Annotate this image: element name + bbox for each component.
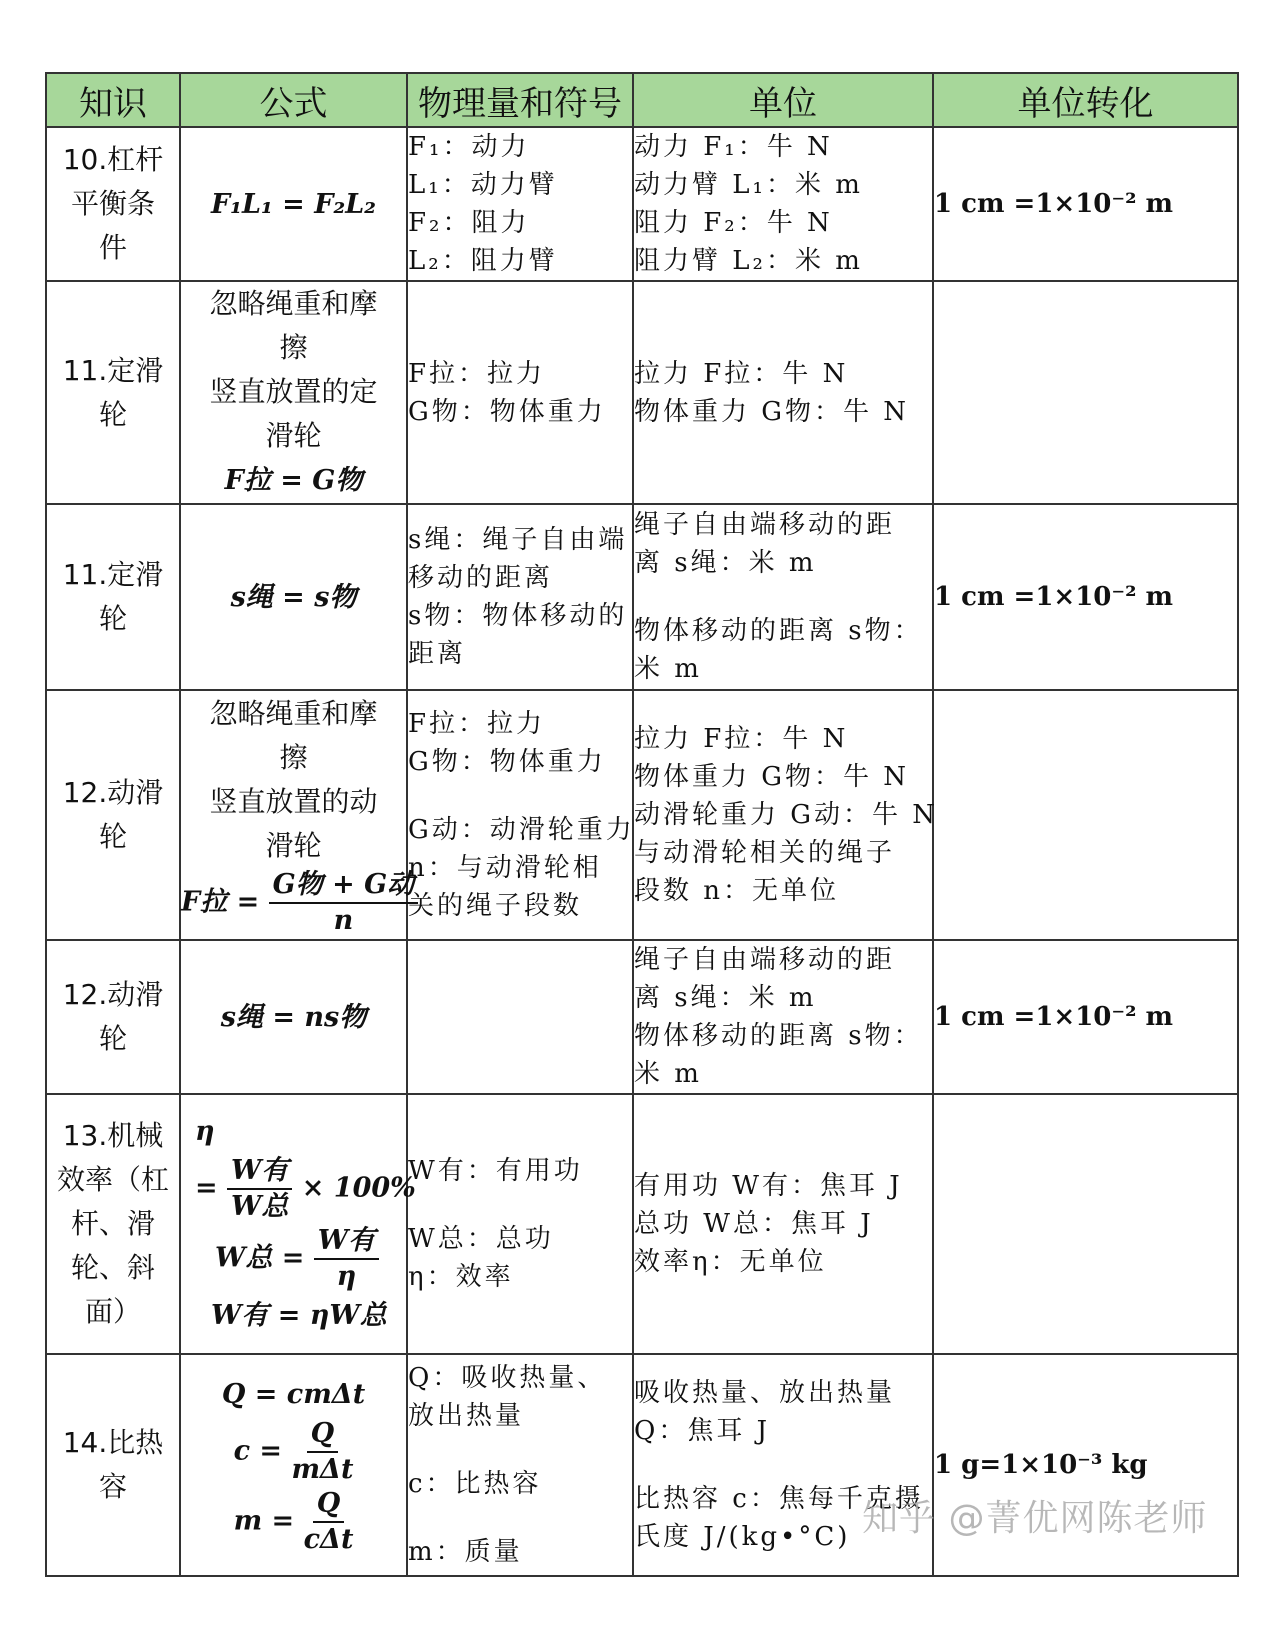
quantity-line: n：与动滑轮相 <box>408 853 602 883</box>
units-cell <box>633 1354 933 1576</box>
quantities-cell <box>407 1354 633 1576</box>
formula-cell <box>180 940 407 1094</box>
units-cell <box>633 1094 933 1354</box>
knowledge-line: 11.定滑 <box>62 353 164 387</box>
table-row <box>46 940 1238 1094</box>
formula-note: 擦 <box>279 741 308 774</box>
quantities-cell <box>407 690 633 940</box>
fraction-denominator: cΔt <box>303 1524 354 1555</box>
conversion-cell: 1 cm =1×10⁻² m <box>933 940 1238 1094</box>
units-cell <box>633 690 939 940</box>
formula-fraction <box>291 1417 353 1487</box>
knowledge-line: 轮 <box>98 602 127 635</box>
physics-formula-table <box>45 72 1239 1577</box>
fraction-numerator: Q <box>313 1487 345 1523</box>
quantity-line: W有：有用功 <box>408 1156 583 1186</box>
unit-line: 吸收热量、放出热量 <box>634 1378 896 1408</box>
unit-line: 阻力臂 L₂：米 m <box>634 246 863 276</box>
knowledge-line: 12.动滑 <box>62 978 164 1011</box>
formula-left: W总 = <box>215 1242 305 1274</box>
unit-line: 段数 n：无单位 <box>634 876 840 906</box>
formula-equation <box>195 1154 416 1224</box>
quantity-line: W总：总功 <box>408 1224 554 1254</box>
formula-fraction <box>227 1154 292 1224</box>
unit-line <box>634 1450 932 1480</box>
units-cell <box>633 940 933 1094</box>
fraction-denominator: n <box>333 905 354 936</box>
quantity-line: F₁：动力 <box>408 132 530 162</box>
quantities-cell <box>407 127 633 281</box>
knowledge-cell <box>46 1354 180 1576</box>
conversion-cell <box>933 281 1238 504</box>
quantity-line: G物：物体重力 <box>408 396 606 427</box>
conversion-cell: 1 cm =1×10⁻² m <box>933 504 1238 690</box>
knowledge-line: 面） <box>84 1295 141 1328</box>
fraction-numerator: W有 <box>227 1154 292 1190</box>
header-row <box>46 73 1238 127</box>
knowledge-line: 轮 <box>98 820 127 853</box>
quantity-line: Q：吸收热量、 <box>408 1363 607 1393</box>
quantity-line: 关的绳子段数 <box>408 891 583 921</box>
formula-equation <box>195 1224 406 1294</box>
unit-line: 拉力 F拉：牛 N <box>634 724 849 754</box>
table-row <box>46 281 1238 504</box>
quantity-line: s物：物体移动的 <box>408 601 628 631</box>
formula-equation: F₁L₁ = F₂L₂ <box>210 188 377 220</box>
quantities-cell <box>407 281 633 504</box>
conversion-cell <box>933 690 1238 940</box>
header-conversion: 单位转化 <box>933 73 1238 127</box>
knowledge-cell <box>46 1094 180 1354</box>
knowledge-cell <box>46 504 180 690</box>
unit-line: 动滑轮重力 G动：牛 N <box>634 800 939 830</box>
unit-line: 比热容 c：焦每千克摄 <box>634 1484 924 1514</box>
fraction-numerator: Q <box>307 1417 339 1453</box>
units-cell <box>633 281 933 504</box>
knowledge-cell <box>46 690 180 940</box>
quantity-line: L₂：阻力臂 <box>408 246 558 276</box>
formula-left: F拉 = <box>181 886 260 918</box>
formula-equation: W有 = ηW总 <box>211 1300 387 1331</box>
quantity-line: F拉：拉力 <box>408 358 546 389</box>
formula-equation <box>181 868 418 938</box>
unit-line: 效率η：无单位 <box>634 1247 827 1277</box>
formula-equation: s绳 = ns物 <box>220 1001 367 1033</box>
quantity-line: G动：动滑轮重力 <box>408 815 635 845</box>
fraction-denominator: mΔt <box>291 1454 354 1485</box>
formula-cell <box>180 1354 407 1576</box>
knowledge-table-sheet <box>45 72 1237 1635</box>
formula-right: × 100% <box>301 1172 416 1204</box>
unit-line: 离 s绳：米 m <box>634 983 817 1013</box>
formula-note: 滑轮 <box>265 419 322 452</box>
quantity-line: 移动的距离 <box>408 563 554 593</box>
knowledge-cell <box>46 940 180 1094</box>
table-row <box>46 127 1238 281</box>
unit-line <box>634 582 932 612</box>
table-row <box>46 690 1238 940</box>
knowledge-line: 11.定滑 <box>62 558 164 591</box>
formula-left: = <box>195 1172 218 1204</box>
knowledge-line: 容 <box>98 1470 127 1503</box>
formula-fraction <box>304 1487 354 1557</box>
quantities-cell <box>407 504 633 690</box>
units-cell <box>633 504 933 690</box>
formula-equation <box>181 1487 406 1557</box>
formula-cell <box>180 690 415 940</box>
formula-equation: F拉 = G物 <box>224 465 363 496</box>
quantity-line <box>408 1190 632 1220</box>
formula-equation: Q = cmΔt <box>221 1379 366 1410</box>
formula-equation: s绳 = s物 <box>230 581 357 613</box>
header-knowledge: 知识 <box>46 73 180 127</box>
formula-cell <box>180 281 407 504</box>
fraction-denominator: W总 <box>231 1191 289 1222</box>
watermark: 知乎 @菁优网陈老师 <box>862 1498 1208 1539</box>
knowledge-line: 件 <box>98 231 127 264</box>
formula-note: 忽略绳重和摩 <box>209 697 378 730</box>
header-formula: 公式 <box>180 73 407 127</box>
knowledge-cell <box>46 127 180 281</box>
quantity-line: L₁：动力臂 <box>408 170 558 200</box>
unit-line: 动力 F₁：牛 N <box>634 132 833 162</box>
formula-note: 竖直放置的定 <box>209 375 378 408</box>
knowledge-line: 轮、斜 <box>70 1251 155 1284</box>
unit-line: 氏度 J/(kg•°C) <box>634 1522 851 1552</box>
formula-cell <box>180 504 407 690</box>
unit-line: 离 s绳：米 m <box>634 548 817 578</box>
unit-line: 物体移动的距离 s物： <box>634 1021 923 1051</box>
unit-line: 物体重力 G物：牛 N <box>634 762 910 792</box>
knowledge-line: 平衡条 <box>70 187 155 220</box>
unit-line: 物体重力 G物：牛 N <box>634 396 910 427</box>
fraction-numerator: W有 <box>314 1224 379 1260</box>
unit-line: Q：焦耳 J <box>634 1416 771 1446</box>
formula-note: 竖直放置的动 <box>209 785 378 818</box>
formula-left: m = <box>233 1505 295 1537</box>
quantity-line: F拉：拉力 <box>408 709 546 739</box>
quantity-line: 距离 <box>408 639 467 669</box>
unit-line: 米 m <box>634 654 702 684</box>
unit-line: 阻力 F₂：牛 N <box>634 208 833 238</box>
quantity-line: s绳：绳子自由端 <box>408 525 628 555</box>
fraction-numerator: G物 + G动 <box>269 868 419 904</box>
unit-line: 米 m <box>634 1059 702 1089</box>
knowledge-line: 杆、滑 <box>70 1207 155 1240</box>
quantity-line: 放出热量 <box>408 1401 525 1431</box>
formula-fraction <box>314 1224 379 1294</box>
unit-line: 绳子自由端移动的距 <box>634 945 896 975</box>
quantity-line <box>408 1503 632 1533</box>
formula-note: 擦 <box>279 331 308 364</box>
quantities-cell <box>407 1094 633 1354</box>
knowledge-line: 14.比热 <box>62 1426 164 1459</box>
conversion-cell: 1 cm =1×10⁻² m <box>933 127 1238 281</box>
formula-cell <box>180 1094 416 1354</box>
conversion-cell <box>933 1094 1238 1354</box>
unit-line: 物体移动的距离 s物： <box>634 616 923 646</box>
formula-note: 滑轮 <box>265 829 322 862</box>
quantity-line: η：效率 <box>408 1262 514 1292</box>
knowledge-line: 13.机械 <box>62 1119 164 1152</box>
knowledge-line: 12.动滑 <box>62 776 164 809</box>
quantities-cell <box>407 940 633 1094</box>
quantity-line: G物：物体重力 <box>408 747 606 777</box>
formula-cell <box>180 127 407 281</box>
formula-left: c = <box>233 1435 283 1467</box>
unit-line: 绳子自由端移动的距 <box>634 510 896 540</box>
header-quantities: 物理量和符号 <box>407 73 633 127</box>
knowledge-line: 轮 <box>98 397 127 431</box>
quantity-line: c：比热容 <box>408 1469 542 1499</box>
units-cell <box>633 127 933 281</box>
formula-fraction <box>269 868 419 938</box>
formula-equation <box>181 1417 406 1487</box>
fraction-denominator: η <box>336 1261 357 1292</box>
table-row <box>46 1354 1238 1576</box>
knowledge-line: 10.杠杆 <box>62 143 164 176</box>
quantity-line <box>408 1435 632 1465</box>
quantity-line: F₂：阻力 <box>408 208 530 238</box>
knowledge-line: 轮 <box>98 1022 127 1055</box>
formula-note: 忽略绳重和摩 <box>209 287 378 320</box>
table-row <box>46 504 1238 690</box>
unit-line: 动力臂 L₁：米 m <box>634 170 863 200</box>
quantity-line <box>408 781 632 811</box>
header-units: 单位 <box>633 73 933 127</box>
knowledge-line: 效率（杠 <box>56 1163 169 1196</box>
knowledge-cell <box>46 281 180 504</box>
unit-line: 有用功 W有：焦耳 J <box>634 1171 903 1201</box>
formula-eta: η <box>195 1116 215 1147</box>
table-row <box>46 1094 1238 1354</box>
conversion-cell: 1 g=1×10⁻³ kg <box>933 1354 1238 1576</box>
unit-line: 总功 W总：焦耳 J <box>634 1209 874 1239</box>
unit-line: 与动滑轮相关的绳子 <box>634 838 896 868</box>
quantity-line: m：质量 <box>408 1537 523 1567</box>
unit-line: 拉力 F拉：牛 N <box>634 358 849 389</box>
